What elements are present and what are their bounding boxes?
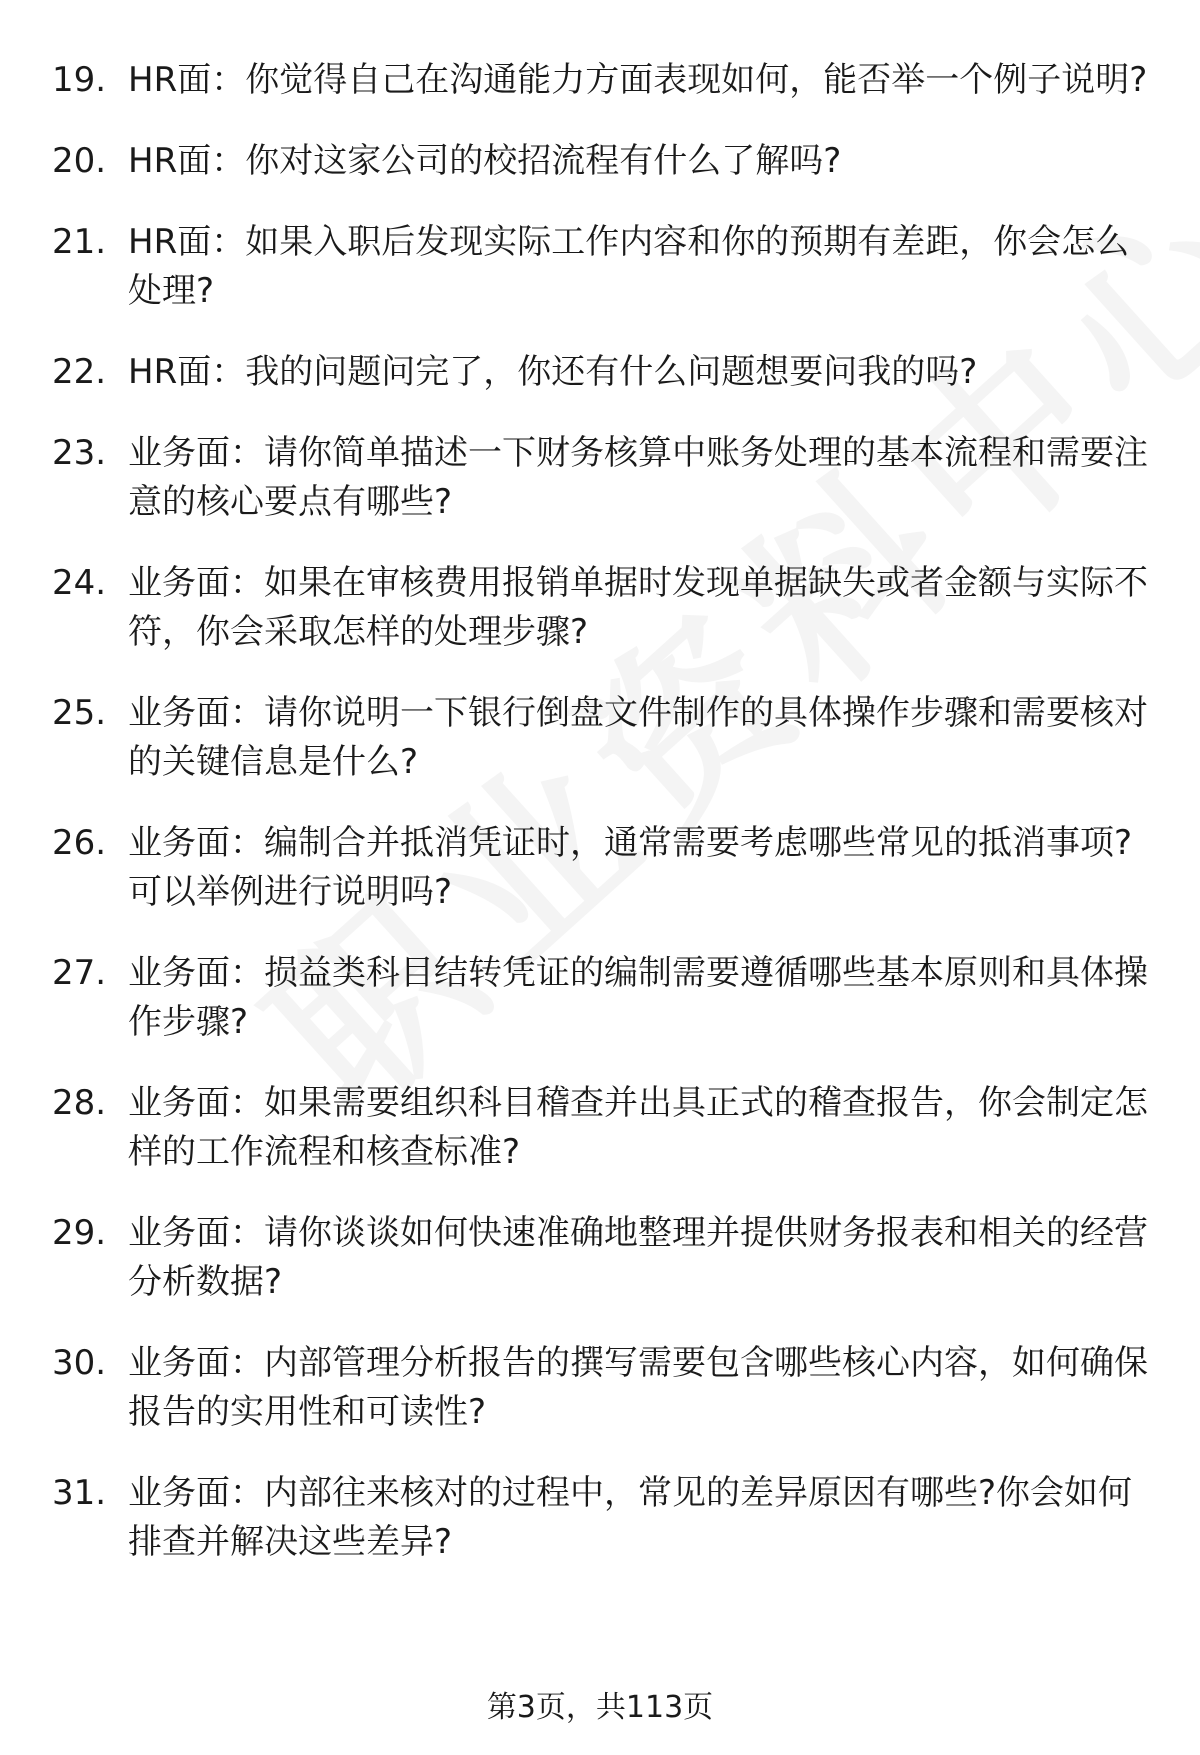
list-item — [52, 559, 1162, 657]
list-item — [52, 218, 1162, 316]
question-text: 业务面：内部往来核对的过程中，常见的差异原因有哪些?你会如何排查并解决这些差异? — [128, 1473, 1133, 1562]
page-number-footer: 第3页，共113页 — [486, 1690, 714, 1725]
question-number: 29. — [52, 1213, 107, 1253]
question-text: HR面：我的问题问完了，你还有什么问题想要问我的吗? — [128, 352, 978, 392]
question-text: 业务面：编制合并抵消凭证时，通常需要考虑哪些常见的抵消事项?可以举例进行说明吗? — [128, 823, 1133, 912]
question-number: 31. — [52, 1473, 107, 1513]
question-text: 业务面：内部管理分析报告的撰写需要包含哪些核心内容，如何确保报告的实用性和可读性? — [128, 1343, 1148, 1432]
question-number: 20. — [52, 141, 107, 181]
list-item — [52, 137, 1162, 186]
question-number: 23. — [52, 433, 107, 473]
question-text: 业务面：请你简单描述一下财务核算中账务处理的基本流程和需要注意的核心要点有哪些? — [128, 433, 1148, 522]
list-item — [52, 1079, 1162, 1177]
list-item — [52, 949, 1162, 1047]
question-number: 30. — [52, 1343, 107, 1383]
question-number: 26. — [52, 823, 107, 863]
list-item — [52, 56, 1162, 105]
question-text: HR面：你觉得自己在沟通能力方面表现如何，能否举一个例子说明? — [128, 60, 1148, 100]
list-item — [52, 1339, 1162, 1437]
question-text: 业务面：损益类科目结转凭证的编制需要遵循哪些基本原则和具体操作步骤? — [128, 953, 1148, 1042]
list-item — [52, 1469, 1162, 1567]
question-text: HR面：你对这家公司的校招流程有什么了解吗? — [128, 141, 842, 181]
question-number: 24. — [52, 563, 107, 603]
list-item — [52, 819, 1162, 917]
question-number: 28. — [52, 1083, 107, 1123]
list-item — [52, 429, 1162, 527]
question-text: HR面：如果入职后发现实际工作内容和你的预期有差距，你会怎么处理? — [128, 222, 1130, 311]
question-number: 22. — [52, 352, 107, 392]
question-text: 业务面：如果在审核费用报销单据时发现单据缺失或者金额与实际不符，你会采取怎样的处理步骤? — [128, 563, 1148, 652]
question-list — [52, 56, 1162, 1599]
question-text: 业务面：请你说明一下银行倒盘文件制作的具体操作步骤和需要核对的关键信息是什么? — [128, 693, 1148, 782]
list-item — [52, 689, 1162, 787]
question-number: 21. — [52, 222, 107, 262]
question-number: 27. — [52, 953, 107, 993]
list-item — [52, 348, 1162, 397]
list-item — [52, 1209, 1162, 1307]
question-number: 25. — [52, 693, 107, 733]
question-number: 19. — [52, 60, 107, 100]
question-text: 业务面：如果需要组织科目稽查并出具正式的稽查报告，你会制定怎样的工作流程和核查标准? — [128, 1083, 1148, 1172]
question-text: 业务面：请你谈谈如何快速准确地整理并提供财务报表和相关的经营分析数据? — [128, 1213, 1148, 1302]
